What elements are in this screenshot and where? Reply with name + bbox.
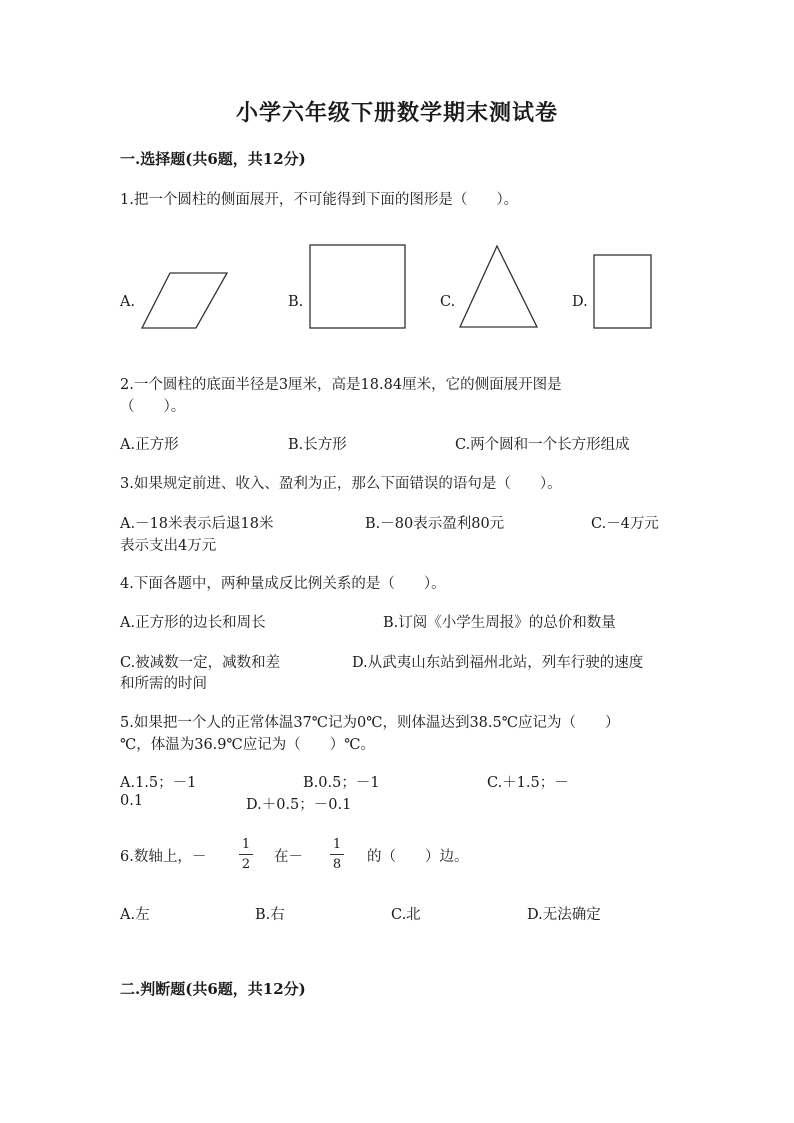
question-6-suffix: 的（ ）边。 <box>367 849 469 865</box>
q1-option-d-label: D. <box>572 294 588 310</box>
q1-option-b-label: B. <box>288 294 304 310</box>
question-5-stem-line2: ℃，体温为36.9℃应记为（ ）℃。 <box>120 737 375 753</box>
question-2-stem-line1: 2.一个圆柱的底面半径是3厘米，高是18.84厘米，它的侧面展开图是 <box>120 377 562 393</box>
q2-option-a: A.正方形 <box>120 437 179 453</box>
q2-option-b: B.长方形 <box>288 437 347 453</box>
question-6-middle: 在－ <box>274 849 303 865</box>
q3-option-c: C.－4万元 <box>591 516 659 532</box>
q4-option-a: A.正方形的边长和周长 <box>120 615 266 631</box>
q3-option-a: A.－18米表示后退18米 <box>120 516 274 532</box>
q4-option-d-continued: 和所需的时间 <box>120 676 207 692</box>
q1-parallelogram-figure <box>140 270 230 332</box>
q6-option-c: C.北 <box>391 907 421 923</box>
question-2-stem-line2: （ ）。 <box>120 399 186 415</box>
q4-option-c: C.被减数一定，减数和差 <box>120 655 281 671</box>
q5-option-a: A.1.5；－1 <box>120 775 197 791</box>
q5-option-c: C.＋1.5；－ <box>487 775 569 791</box>
fraction-denominator: 8 <box>332 857 342 872</box>
q3-option-c-continued: 表示支出4万元 <box>120 538 217 554</box>
section-heading-choice: 一.选择题(共6题，共12分) <box>120 150 306 168</box>
q1-square-figure <box>309 244 407 330</box>
q6-option-a: A.左 <box>120 907 150 923</box>
q4-option-d: D.从武夷山东站到福州北站，列车行驶的速度 <box>352 655 644 671</box>
page-title: 小学六年级下册数学期末测试卷 <box>235 100 558 126</box>
section-heading-judgement: 二.判断题(共6题，共12分) <box>120 980 306 998</box>
fraction-one-eighth <box>328 837 346 872</box>
question-6-prefix: 6.数轴上，－ <box>120 849 207 865</box>
fraction-numerator: 1 <box>332 837 342 852</box>
q5-option-d: D.＋0.5；－0.1 <box>246 797 352 813</box>
question-1-stem: 1.把一个圆柱的侧面展开，不可能得到下面的图形是（ ）。 <box>120 192 519 208</box>
fraction-numerator: 1 <box>241 837 251 852</box>
q1-rectangle-figure <box>593 254 653 330</box>
q1-option-c-label: C. <box>440 294 456 310</box>
q2-option-c: C.两个圆和一个长方形组成 <box>455 437 630 453</box>
q5-option-b: B.0.5；－1 <box>303 775 380 791</box>
q6-option-d: D.无法确定 <box>527 907 601 923</box>
q5-option-c-continued: 0.1 <box>120 793 144 809</box>
question-4-stem: 4.下面各题中，两种量成反比例关系的是（ ）。 <box>120 576 446 592</box>
q1-option-a-label: A. <box>120 294 136 310</box>
q1-triangle-figure <box>458 244 540 330</box>
fraction-denominator: 2 <box>241 857 251 872</box>
q3-option-b: B.－80表示盈利80元 <box>365 516 505 532</box>
question-3-stem: 3.如果规定前进、收入、盈利为正，那么下面错误的语句是（ ）。 <box>120 476 562 492</box>
q6-option-b: B.右 <box>255 907 285 923</box>
question-5-stem-line1: 5.如果把一个人的正常体温37℃记为0℃，则体温达到38.5℃应记为（ ） <box>120 715 620 731</box>
fraction-one-half <box>237 837 255 872</box>
q4-option-b: B.订阅《小学生周报》的总价和数量 <box>383 615 616 631</box>
